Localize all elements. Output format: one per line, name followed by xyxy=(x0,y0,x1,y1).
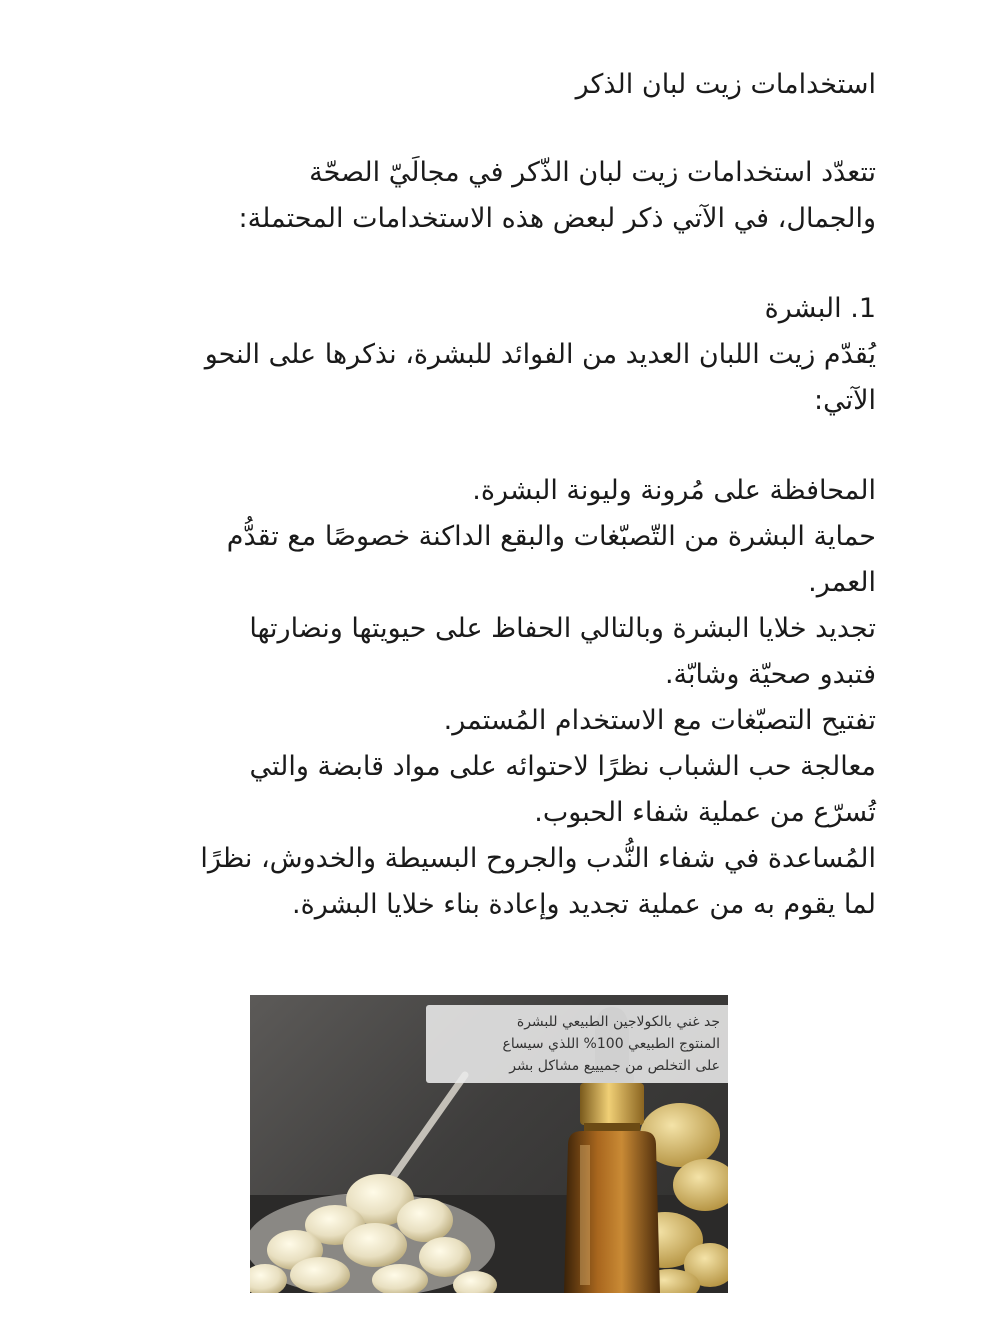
section-heading: 1. البشرة xyxy=(764,293,876,324)
benefit-line: المُساعدة في شفاء النُّدب والجروح البسيطة والخدوش، نظرًا xyxy=(200,843,876,874)
article-title: استخدامات زيت لبان الذكر xyxy=(575,69,876,100)
intro-line-1: تتعدّد استخدامات زيت لبان الذّكر في مجالَيّ الصحّة xyxy=(309,157,876,188)
benefit-line: فتبدو صحيّة وشابّة. xyxy=(664,659,876,690)
benefit-line: المحافظة على مُرونة وليونة البشرة. xyxy=(472,475,876,506)
benefit-line: تُسرّع من عملية شفاء الحبوب. xyxy=(534,797,876,828)
product-photo xyxy=(250,995,728,1293)
intro-line-2: والجمال، في الآتي ذكر لبعض هذه الاستخدامات المحتملة: xyxy=(238,203,876,234)
benefit-line: تفتيح التصبّغات مع الاستخدام المُستمر. xyxy=(443,705,876,736)
caption-line: المنتوج الطبيعي 100% اللذي سيساع xyxy=(502,1036,720,1052)
article xyxy=(186,62,876,928)
benefit-line: لما يقوم به من عملية تجديد وإعادة بناء خلايا البشرة. xyxy=(292,889,876,920)
caption-line: جد غني بالكولاجين الطبيعي للبشرة xyxy=(516,1014,720,1030)
benefit-line: العمر. xyxy=(808,567,876,598)
section-intro-line-1: يُقدّم زيت اللبان العديد من الفوائد للبشرة، نذكرها على النحو xyxy=(204,339,876,370)
benefit-line: معالجة حب الشباب نظرًا لاحتوائه على مواد قابضة والتي xyxy=(249,751,876,782)
benefit-line: تجديد خلايا البشرة وبالتالي الحفاظ على حيويتها ونضارتها xyxy=(249,613,876,644)
caption-line: على التخلص من جميييع مشاكل بشر xyxy=(509,1058,720,1074)
benefit-line: حماية البشرة من التّصبّغات والبقع الداكنة خصوصًا مع تقدُّم xyxy=(226,521,876,552)
section-intro-line-2: الآتي: xyxy=(813,385,876,416)
image-caption xyxy=(426,1005,728,1083)
